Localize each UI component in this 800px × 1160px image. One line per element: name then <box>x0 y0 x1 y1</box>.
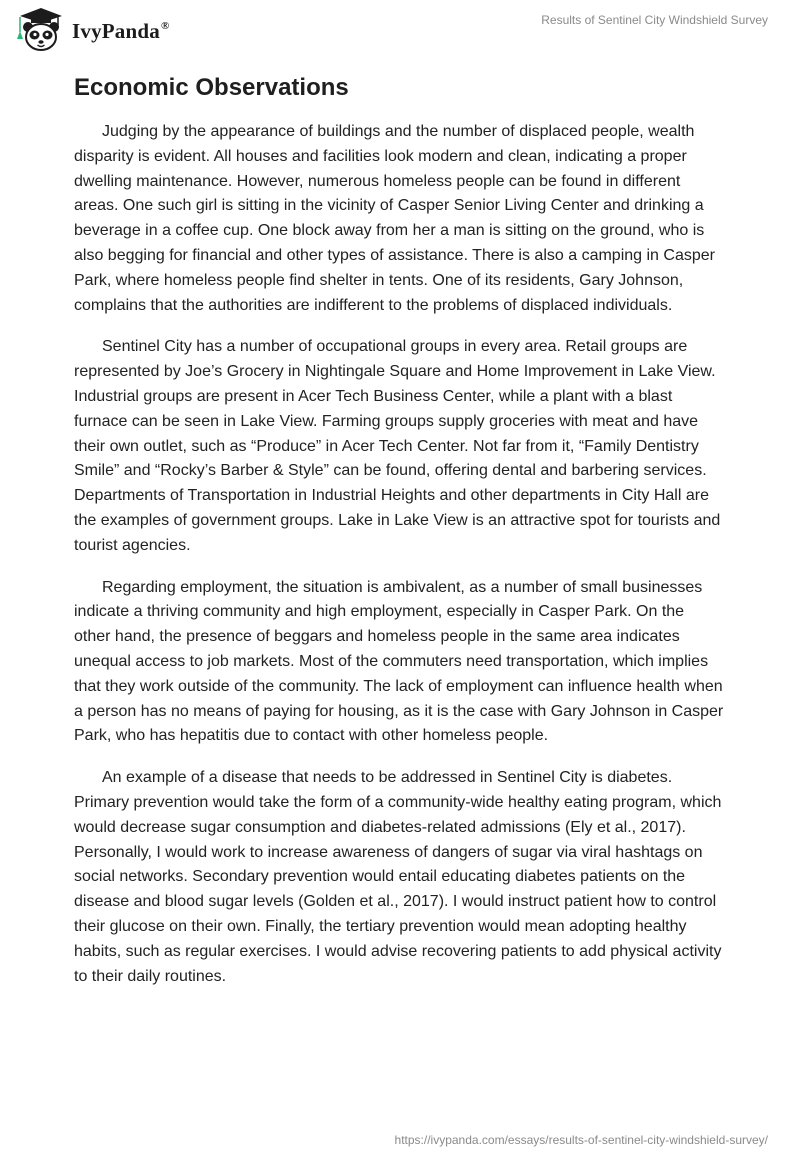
paragraph: Regarding employment, the situation is ambivalent, as a number of small businesses indicate a thriving community and high employment, especially in Casper Park. On the other hand, the presence of beggars and homeless people in the same area indicates unequal access to job markets. Most of the commuters need transportation, which implies that they work outside of the community. The lack of employment can influence health when a person has no means of paying for housing, as it is the case with Gary Johnson in Casper Park, who has hepatitis due to contact with other homeless people. <box>74 578 724 745</box>
ivypanda-logo[interactable] <box>14 6 169 54</box>
paragraph: Judging by the appearance of buildings and the number of displaced people, wealth disparity is evident. All houses and facilities look modern and clean, indicating a proper dwelling maintenance. However, numerous homeless people can be found in different areas. One such girl is sitting in the vicinity of Casper Senior Living Center and drinking a beverage in a coffee cup. One block away from her a man is sitting on the ground, who is also begging for financial and other types of assistance. There is also a camping in Casper Park, where homeless people find shelter in tents. One of its residents, Gary Johnson, complains that the authorities are indifferent to the problems of displaced individuals. <box>74 123 715 314</box>
section-heading: Economic Observations <box>74 74 349 101</box>
source-url[interactable]: https://ivypanda.com/essays/results-of-sentinel-city-windshield-survey/ <box>394 1133 768 1147</box>
paragraph: Sentinel City has a number of occupational groups in every area. Retail groups are represented by Joe’s Grocery in Nightingale Square and Home Improvement in Lake View. Industrial groups are present in Acer Tech Business Center, while a plant with a blast furnace can be seen in Lake View. Farming groups supply groceries with meat and have their own outlet, such as “Produce” in Acer Tech Center. Not far from it, “Family Dentistry Smile” and “Rocky’s Barber & Style” can be found, offering dental and barbering services. Departments of Transportation in Industrial Heights and other departments in City Hall are the examples of government groups. Lake in Lake View is an attractive spot for tourists and tourist agencies. <box>74 338 721 554</box>
paragraph: An example of a disease that needs to be addressed in Sentinel City is diabetes. Primary prevention would take the form of a community-wide healthy eating program, which would decrease sugar consumption and diabetes-related admissions (Ely et al., 2017). Personally, I would work to increase awareness of dangers of sugar via viral hashtags on social networks. Secondary prevention would entail educating diabetes patients on the disease and blood sugar levels (Golden et al., 2017). I would instruct patient how to control their glucose on their own. Finally, the tertiary prevention would mean adopting healthy habits, such as regular exercises. I would advise recovering patients to add physical activity to their daily routines. <box>74 769 722 985</box>
panda-graduate-icon <box>14 6 68 54</box>
page-header <box>0 0 800 60</box>
article-body <box>74 72 724 1006</box>
logo-wordmark: IvyPanda® <box>72 18 170 43</box>
document-title: Results of Sentinel City Windshield Survey <box>541 13 768 27</box>
